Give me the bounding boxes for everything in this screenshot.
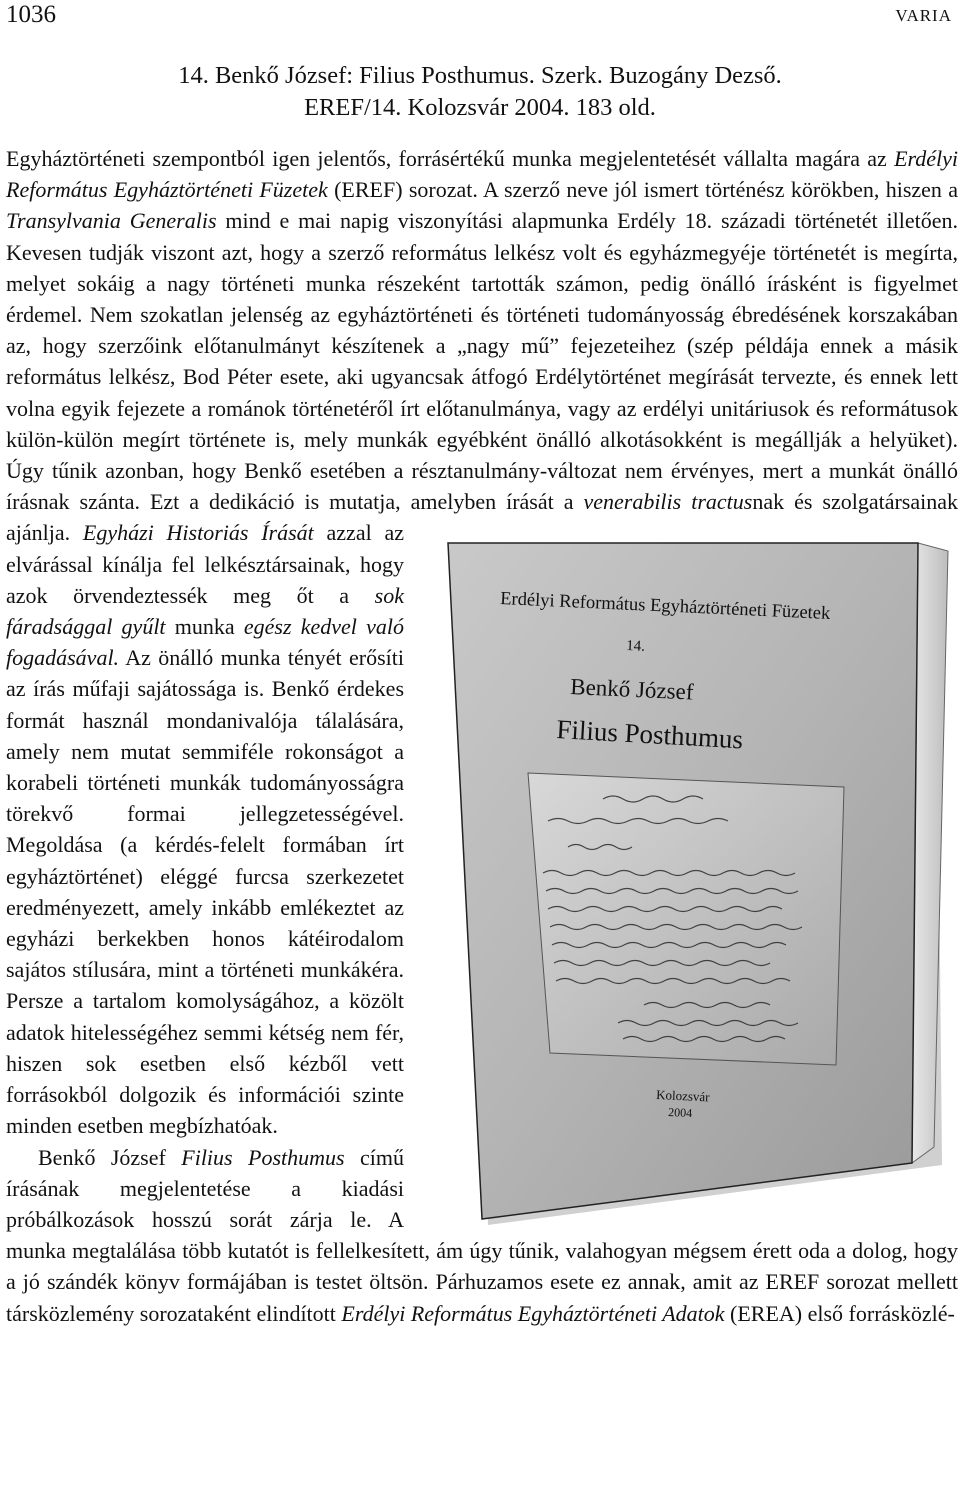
page-header: [6, 0, 952, 34]
p1-text-e: mind e mai napig viszonyítási alapmunka Erdély 18. századi történetét illetően. Kevesen tudják viszont azt, hogy a szerző református lelkész volt és egyházmegyéje történetét is megírta, melyet sokáig a nagy történeti munka részeként tartották számon, pedig önálló írásként is figyelmet érdemel. Nem szokatlan jelenség az egyháztörténeti és történeti tudományosság ébredésének korszakában az, hogy szerzőink előtanulmányt készítenek a „nagy mű” fejezeteihez (szép példája ennek a másik református lelkész, Bod Péter esete, aki ugyancsak átfogó Erdélytörténet megírását tervezte, és ennek lett volna egyik fejezete a románok történetéről írt előtanulmánya, vagy az erdélyi unitáriusok és reformátusok külön-külön megírt története is, mely munkák egyébként önálló alkotásokként is megállják a helyüket). Úgy tűnik azonban, hogy Benkő esetében a résztanulmány-változat nem érvényes, mert a munkát önálló írásnak szánta. Ezt a dedikáció is mutatja, amelyben írását a: [6, 208, 958, 515]
p2-text-e: (EREA) első forrásközlé-: [724, 1300, 955, 1326]
book-cover-figure: [418, 529, 958, 1233]
p2-work-title: Filius Posthumus: [181, 1144, 345, 1170]
p1-text-g: nak és szolgatársainak ajánlja.: [6, 489, 958, 546]
review-title-line-1: 14. Benkő József: Filius Posthumus. Szerk. Buzogány Dezső.: [178, 62, 782, 89]
p1-text-i: azzal az elvárással kínálja fel lelkésztársainak, hogy azok örvendeztessék meg őt a: [6, 520, 404, 608]
p1-text-k: munka: [165, 614, 244, 640]
review-title: [0, 60, 960, 124]
p1-work-title: Transylvania Generalis: [6, 208, 217, 234]
cover-year: 2004: [667, 1105, 693, 1121]
p1-work-name: Egyházi Historiás Írását: [82, 520, 314, 546]
paragraph-1: [6, 143, 958, 1142]
p1-quote-2: egész kedvel való fogadásával.: [6, 614, 405, 671]
page-number: 1036: [6, 1, 56, 28]
p2-text-c: című írásának megjelentetése a kiadási próbálkozások hosszú sorát zárja le. A munka megtalálása több kutatót is fellelkesített, ám úgy tűnik, valahogyan mégsem érett oda a dolog, hogy a jó szándék könyv formájában is testet öltsön. Párhuzamos esete ez annak, amit az EREF sorozat mellett társközlemény sorozataként elindított: [6, 1144, 958, 1326]
running-head: VARIA: [895, 6, 952, 25]
p1-quote-1: sok fáradsággal gyűlt: [6, 582, 404, 640]
p2-text-a: Benkő József: [38, 1144, 182, 1170]
cover-series-title: Erdélyi Református Egyháztörténeti Füzetek: [499, 589, 831, 625]
review-title-line-2: EREF/14. Kolozsvár 2004. 183 old.: [304, 94, 656, 121]
cover-title: Filius Posthumus: [555, 714, 744, 755]
p1-text-c: (EREF) sorozat. A szerző neve jól ismert történész körökben, hiszen a: [327, 177, 958, 203]
p1-series-name: Erdélyi Református Egyháztörténeti Füzetek: [6, 146, 958, 203]
article-body: [6, 143, 958, 1329]
cover-author: Benkő József: [569, 674, 695, 706]
manuscript-image: [528, 773, 844, 1065]
cover-place: Kolozsvár: [655, 1087, 710, 1105]
p1-dedication-term: venerabilis tractus: [583, 489, 753, 515]
p2-series-name: Erdélyi Református Egyháztörténeti Adatok: [341, 1300, 725, 1326]
p1-text-a: Egyháztörténeti szempontból igen jelentős, forrásértékű munka megjelentetését vállalta magára az: [6, 146, 895, 171]
cover-volume-number: 14.: [625, 638, 646, 656]
book-cover-image: [418, 529, 958, 1233]
p1-text-m: Az önálló munka tényét erősíti az írás műfaji sajátossága is. Benkő érdekes formát használ mondanivalója tálalására, amely nem mutat semmiféle rokonságot a korabeli történeti munkák tudományosságra törekvő formai jellegzetességével. Megoldása (a kérdés-felelt formában írt egyháztörténet) eléggé furcsa szerkezetet eredményezett, amely inkább emlékeztet az egyházi berkekben honos kátéirodalom sajátos stílusára, mint a történeti munkákéra. Persze a tartalom komolyságához, a közölt adatok hitelességéhez semmi kétség nem fér, hiszen sok esetben első kézből vett forrásokból dolgozik és információi szinte minden esetben megbízhatóak.: [6, 645, 404, 1139]
